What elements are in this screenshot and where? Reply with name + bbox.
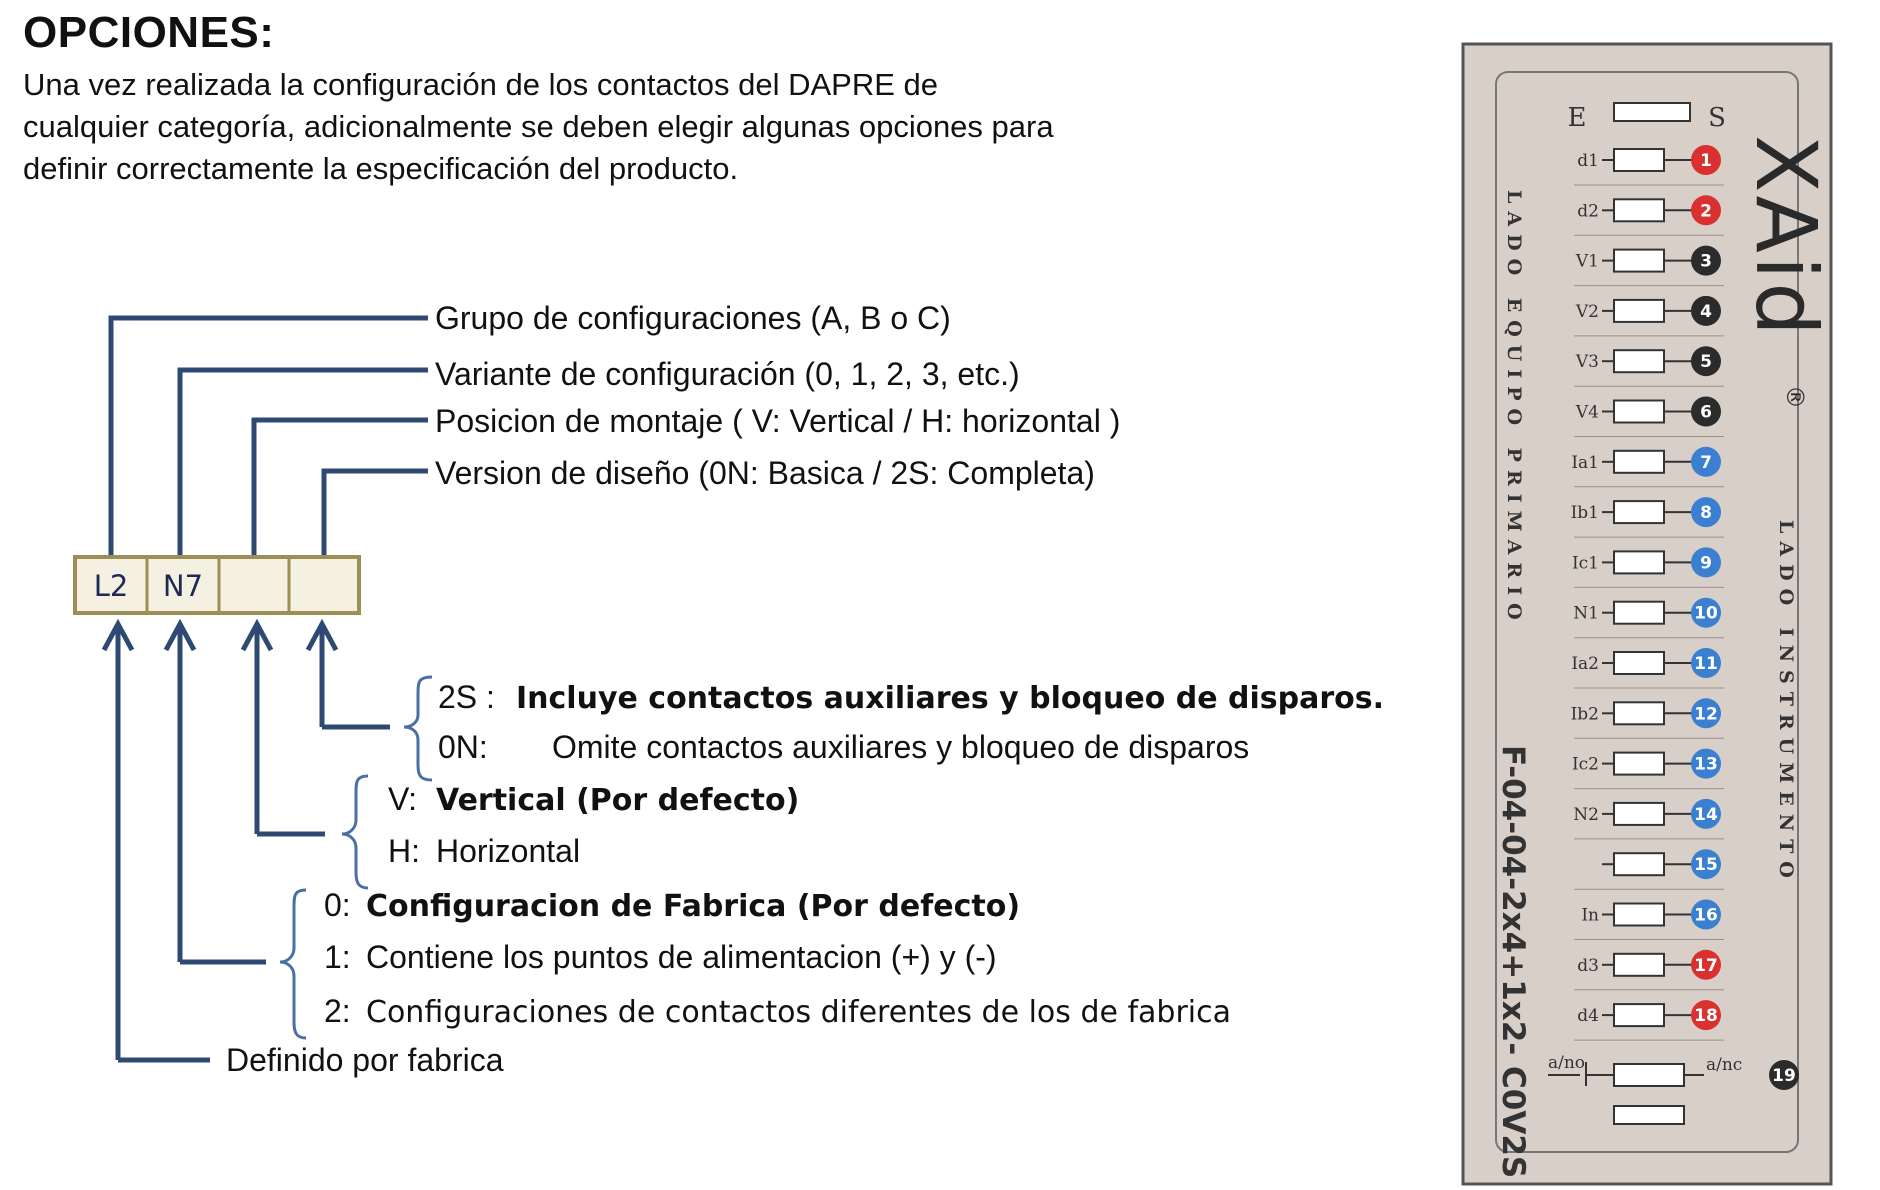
panel-terminal-label: d3 xyxy=(1577,955,1599,976)
panel-terminal-number: 2 xyxy=(1700,201,1712,222)
panel-terminal-number: 6 xyxy=(1700,402,1712,423)
panel-terminal-number: 19 xyxy=(1772,1066,1796,1086)
panel-terminal-number: 1 xyxy=(1700,151,1712,171)
panel-terminal-label: d4 xyxy=(1577,1006,1599,1027)
panel-terminal-label: Ia2 xyxy=(1571,654,1599,674)
code-variant-value: N7 xyxy=(162,569,204,603)
panel-terminal-label: N2 xyxy=(1573,804,1599,825)
panel-terminal-number: 14 xyxy=(1694,804,1718,825)
variant-option-0-text: Configuracion de Fabrica (Por defecto) xyxy=(366,889,1021,924)
label-variant: Variante de configuración (0, 1, 2, 3, etc.) xyxy=(435,356,1020,392)
panel-bottom-terminal xyxy=(1614,1064,1684,1086)
panel-brand: XAid xyxy=(1737,135,1835,339)
panel-terminal-slot xyxy=(1614,753,1664,775)
panel-terminal-number: 3 xyxy=(1700,251,1712,272)
intro-line: definir correctamente la especificación del producto. xyxy=(23,151,739,186)
panel-terminal-slot xyxy=(1614,350,1664,372)
panel-terminal-label: In xyxy=(1581,905,1599,926)
panel-right-side-text: LADO INSTRUMENTO xyxy=(1775,520,1797,886)
panel-terminal-number: 18 xyxy=(1694,1006,1718,1027)
panel-terminal-number: 10 xyxy=(1694,603,1718,624)
panel-header-e: E xyxy=(1567,103,1587,133)
mount-option-h-code: H: xyxy=(388,833,420,869)
top-connectors xyxy=(111,318,428,560)
variant-option-1-text: Contiene los puntos de alimentacion (+) y (-) xyxy=(366,939,997,975)
panel-terminal-label: Ia1 xyxy=(1571,452,1599,473)
panel-terminal-number: 4 xyxy=(1700,301,1712,322)
panel-terminal-number: 5 xyxy=(1700,352,1712,373)
arrow-heads xyxy=(104,624,336,650)
mount-option-h-text: Horizontal xyxy=(436,833,581,869)
panel-terminal-slot xyxy=(1614,149,1664,171)
panel-terminal-number: 16 xyxy=(1694,905,1718,926)
mount-option-v-text: Vertical (Por defecto) xyxy=(436,783,800,818)
panel-bottom-left-label: a/no xyxy=(1548,1053,1586,1073)
variant-option-0-code: 0: xyxy=(324,887,351,923)
panel-terminal-label: V1 xyxy=(1575,251,1599,272)
brace-mount xyxy=(342,776,368,888)
panel-terminal-number: 17 xyxy=(1694,955,1718,976)
code-boxes xyxy=(75,557,359,613)
connector-line-version xyxy=(324,471,428,560)
panel-terminal-label: Ic2 xyxy=(1571,754,1599,775)
panel-terminal-label: Ib1 xyxy=(1570,503,1599,524)
panel-terminal-number: 12 xyxy=(1694,704,1718,725)
panel-terminal-slot xyxy=(1614,602,1664,624)
code-group-value: L2 xyxy=(93,569,129,603)
panel-terminal-slot xyxy=(1614,904,1664,926)
panel-left-side-text: LADO EQUIPO PRIMARIO xyxy=(1503,190,1525,628)
variant-option-2-text: Configuraciones de contactos diferentes de los de fabrica xyxy=(366,995,1232,1030)
connector-line-group xyxy=(111,318,428,560)
variant-option-2-code: 2: xyxy=(324,993,351,1029)
panel-terminal-label: d2 xyxy=(1577,201,1599,222)
terminal-panel xyxy=(1463,44,1835,1184)
panel-terminal-slot xyxy=(1614,199,1664,221)
arrow-group xyxy=(118,628,210,1060)
panel-bottom-slot xyxy=(1614,1106,1684,1124)
panel-terminal-number: 15 xyxy=(1694,855,1718,876)
panel-terminal-number: 7 xyxy=(1700,452,1712,473)
design-option-0n-code: 0N: xyxy=(438,729,488,765)
panel-registered: ® xyxy=(1781,385,1809,409)
design-option-0n-text: Omite contactos auxiliares y bloqueo de disparos xyxy=(552,729,1250,765)
panel-terminal-slot xyxy=(1614,803,1664,825)
label-group: Grupo de configuraciones (A, B o C) xyxy=(435,300,951,336)
label-mount: Posicion de montaje ( V: Vertical / H: horizontal ) xyxy=(435,403,1121,439)
panel-terminal-label: Ib2 xyxy=(1570,704,1599,725)
arrow-variant xyxy=(180,628,266,962)
panel-model: F-04-04-2x4+1x2- C0V2S xyxy=(1495,745,1531,1179)
design-option-2s-code: 2S : xyxy=(438,679,495,715)
panel-terminal-slot xyxy=(1614,853,1664,875)
group-note: Definido por fabrica xyxy=(226,1042,504,1078)
design-option-2s-text: Incluye contactos auxiliares y bloqueo de disparos. xyxy=(516,681,1385,716)
brace-version xyxy=(404,677,432,780)
panel-header-slot xyxy=(1614,103,1690,121)
panel-terminal-number: 11 xyxy=(1694,654,1718,674)
panel-bottom-right-label: a/nc xyxy=(1706,1055,1743,1075)
panel-terminal-label: V3 xyxy=(1575,352,1599,373)
panel-header-s: S xyxy=(1708,103,1726,133)
panel-terminal-number: 8 xyxy=(1700,503,1712,524)
panel-terminal-slot xyxy=(1614,954,1664,976)
panel-terminal-slot xyxy=(1614,401,1664,423)
panel-terminal-slot xyxy=(1614,1004,1664,1026)
mount-option-v-code: V: xyxy=(388,781,418,817)
panel-terminal-slot xyxy=(1614,551,1664,573)
intro-line: cualquier categoría, adicionalmente se deben elegir algunas opciones para xyxy=(23,109,1054,144)
panel-terminal-slot xyxy=(1614,501,1664,523)
panel-terminal-label: V2 xyxy=(1575,301,1599,322)
panel-terminal-slot xyxy=(1614,250,1664,272)
connector-line-variant xyxy=(180,370,428,560)
intro-line: Una vez realizada la configuración de los contactos del DAPRE de xyxy=(23,67,939,102)
brace-variant xyxy=(280,890,306,1038)
connector-line-mount xyxy=(254,420,428,560)
label-version: Version de diseño (0N: Basica / 2S: Completa) xyxy=(435,455,1095,491)
page-title: OPCIONES: xyxy=(23,8,275,57)
panel-terminal-number: 13 xyxy=(1694,754,1718,775)
panel-terminal-label: V4 xyxy=(1575,402,1599,423)
panel-terminal-slot xyxy=(1614,451,1664,473)
panel-terminal-number: 9 xyxy=(1700,553,1712,574)
arrow-mount xyxy=(257,628,325,834)
panel-terminal-slot xyxy=(1614,702,1664,724)
variant-option-1-code: 1: xyxy=(324,939,351,975)
panel-terminal-label: N1 xyxy=(1573,603,1599,624)
panel-terminal-slot xyxy=(1614,300,1664,322)
panel-terminal-label: d1 xyxy=(1577,151,1599,171)
panel-terminal-slot xyxy=(1614,652,1664,674)
panel-terminal-label: Ic1 xyxy=(1571,553,1599,574)
